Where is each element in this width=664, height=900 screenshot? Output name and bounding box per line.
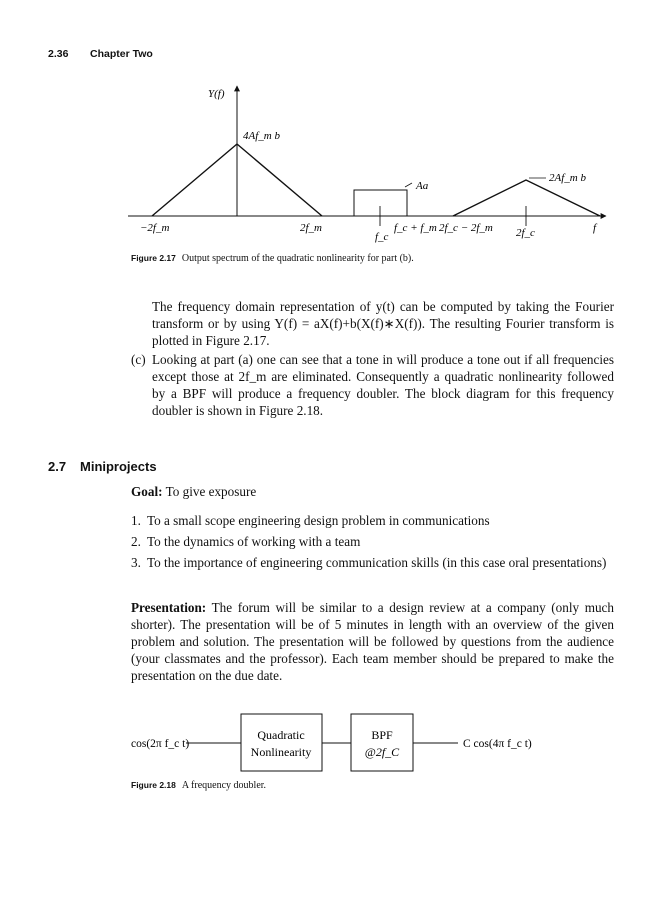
list-number: 1. <box>131 513 141 528</box>
list-item: To a small scope engineering design problem in communications <box>147 513 490 528</box>
tick-label: −2f_m <box>140 222 170 234</box>
y-axis-label: Y(f) <box>208 88 225 100</box>
tick-label: 2f_m <box>300 222 322 234</box>
block1-line2: Nonlinearity <box>250 745 312 759</box>
tick-label: f_c + f_m <box>394 222 437 234</box>
caption-text: Output spectrum of the quadratic nonlinearity for part (b). <box>181 253 414 264</box>
double-triangle <box>453 180 600 216</box>
carrier-box <box>354 190 407 216</box>
presentation-label: Presentation: <box>131 600 207 615</box>
block1-line1: Quadratic <box>257 728 305 742</box>
section-number: 2.7 <box>48 459 67 474</box>
tick-label: 2f_c <box>516 227 535 239</box>
presentation-paragraph <box>131 599 614 684</box>
paragraph-part-c: Looking at part (a) one can see that a tone in will produce a tone out if all frequencies except those at 2f_m are eliminated. Consequently a quadratic nonlinearity followed by a BPF will produce a frequency doubler. The block diagram for this frequency doubler is shown in Figure 2.18. <box>152 352 614 418</box>
block2-line2: @2f_C <box>364 745 400 759</box>
output-signal-label: C cos(4π f_c t) <box>463 738 532 750</box>
block2-line1: BPF <box>371 728 393 742</box>
frequency-doubler-diagram <box>0 700 664 780</box>
paragraph-fourier: The frequency domain representation of y(t) can be computed by taking the Fourier transform or by using Y(f) = aX(f)+b(X(f)∗X(f)). The resulting Fourier transform is plotted in Figure 2.17. <box>152 299 614 348</box>
goal-label: Goal: <box>131 484 163 499</box>
left-peak-label: 4Af_m b <box>243 130 280 142</box>
goal-line <box>131 483 614 500</box>
bpf-block <box>351 714 413 771</box>
tick-label: f <box>593 222 597 234</box>
section-title: Miniprojects <box>80 459 157 474</box>
spectrum-figure <box>0 80 664 250</box>
list-number: 3. <box>131 555 141 570</box>
box-label: Aa <box>416 180 429 192</box>
figure-17-caption <box>131 253 414 264</box>
list-number: 2. <box>131 534 141 549</box>
caption-text: A frequency doubler. <box>181 780 267 791</box>
figure-18-caption <box>131 780 266 791</box>
caption-label: Figure 2.17 <box>131 253 176 263</box>
tick-label: 2f_c − 2f_m <box>439 222 493 234</box>
input-signal-label: cos(2π f_c t) <box>131 738 190 750</box>
list-item: To the dynamics of working with a team <box>147 534 361 549</box>
list-marker: (c) <box>131 352 146 367</box>
presentation-text: The forum will be similar to a design review at a company (only much shorter). The presentation will be of 5 minutes in length with an overview of the given problem and solution. The presentation will be followed by questions from the audience (your classmates and the professor). Each team member should be prepared to make the presentation on the due date. <box>131 600 614 683</box>
goal-text: To give exposure <box>165 484 257 499</box>
chapter-title: Chapter Two <box>90 48 153 60</box>
tick-label: f_c <box>375 231 389 243</box>
page-number: 2.36 <box>48 48 69 60</box>
list-item: To the importance of engineering communication skills (in this case oral presentations) <box>147 555 607 570</box>
caption-label: Figure 2.18 <box>131 780 176 790</box>
right-peak-label: 2Af_m b <box>549 172 586 184</box>
quadratic-nonlinearity-block <box>241 714 322 771</box>
